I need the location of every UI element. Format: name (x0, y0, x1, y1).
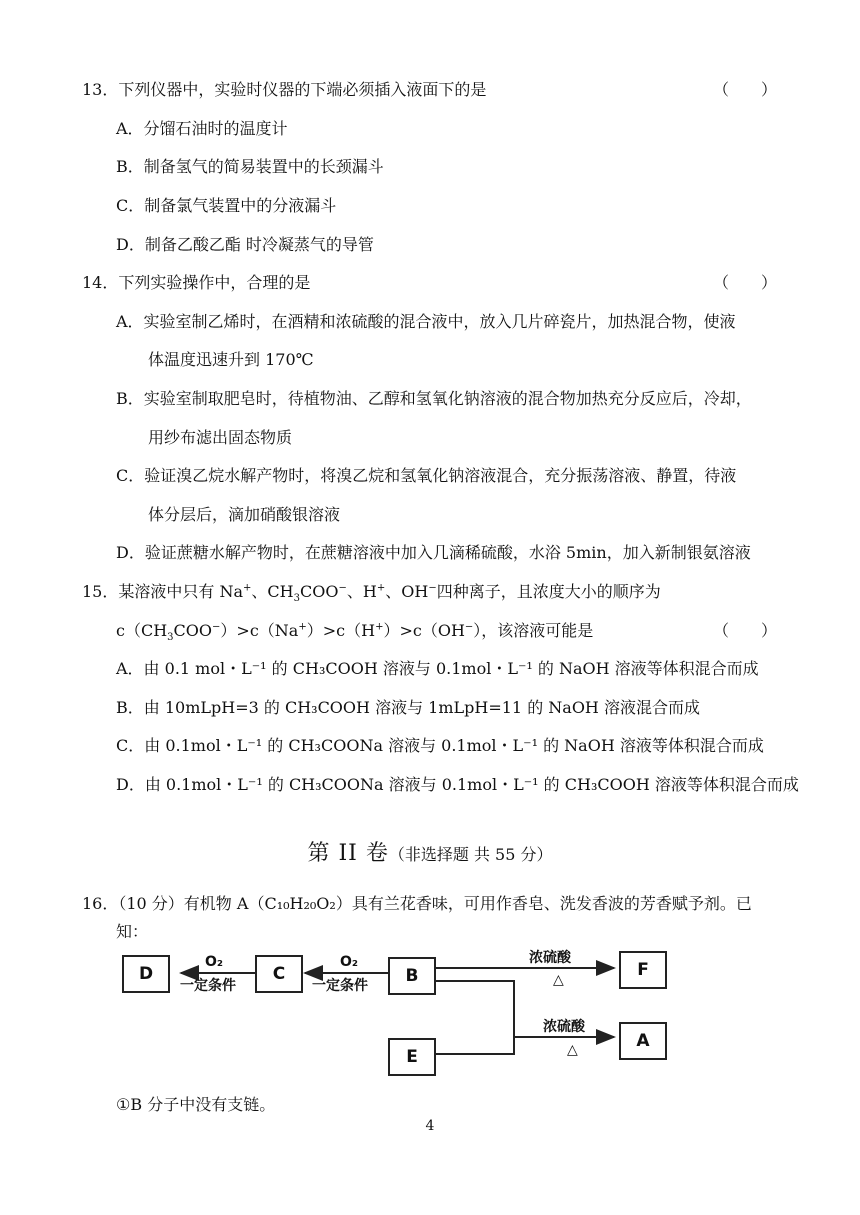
q14-option-b-line1: B．实验室制取肥皂时，待植物油、乙醇和氢氧化钠溶液的混合物加热充分反应后，冷却， (116, 389, 752, 408)
q14-option-d: D．验证蔗糖水解产物时，在蔗糖溶液中加入几滴稀硫酸，水浴 5min，加入新制银氨溶液 (116, 543, 751, 562)
box-c: C (255, 955, 303, 993)
q14-option-c-line2: 体分层后，滴加硝酸银溶液 (148, 505, 341, 524)
page-number: 4 (425, 1118, 435, 1134)
q16-stem-line1: 16．（10 分）有机物 A（C₁₀H₂₀O₂）具有兰花香味，可用作香皂、洗发香波的芳香赋予剂。已 (82, 894, 752, 913)
label-acid-1: 浓硫酸 (529, 950, 571, 966)
join-b-e (436, 981, 514, 1054)
q15-answer-paren: （ ） (713, 621, 778, 640)
q13-stem: 13．下列仪器中，实验时仪器的下端必须插入液面下的是 (82, 80, 487, 99)
heat-icon-2: △ (567, 1042, 578, 1058)
heat-icon-1: △ (553, 972, 564, 988)
q16-note-1: ①B 分子中没有支链。 (116, 1095, 276, 1114)
q14-option-c-line1: C．验证溴乙烷水解产物时，将溴乙烷和氢氧化钠溶液混合，充分振荡溶液、静置，待液 (116, 466, 737, 485)
q13-option-a: A．分馏石油时的温度计 (116, 119, 288, 138)
q15-concentration-order: $c(CH_3COO^-)>c(Na^+)>c(H^+)>c(OH^-)$，该溶液可能是 (116, 621, 594, 644)
q15-option-c: C．由 0.1mol・L⁻¹ 的 CH₃COONa 溶液与 0.1mol・L⁻¹ 的 NaOH 溶液等体积混合而成 (116, 736, 764, 755)
q14-stem: 14．下列实验操作中，合理的是 (82, 273, 311, 292)
q16-stem-line2: 知： (116, 922, 149, 941)
section-ii-main: 第 II 卷 (307, 841, 389, 866)
q15-option-b: B．由 10mLpH=3 的 CH₃COOH 溶液与 1mLpH=11 的 NaOH 溶液混合而成 (116, 698, 700, 717)
q14-option-b-line2: 用纱布滤出固态物质 (148, 428, 293, 447)
box-f: F (619, 951, 667, 989)
q15-option-d: D．由 0.1mol・L⁻¹ 的 CH₃COONa 溶液与 0.1mol・L⁻¹ 的 CH₃COOH 溶液等体积混合而成 (116, 775, 799, 794)
box-b: B (388, 957, 436, 995)
section-ii-subtitle: （非选择题 共 55 分） (388, 845, 553, 864)
q13-option-d: D．制备乙酸乙酯 时冷凝蒸气的导管 (116, 235, 374, 254)
label-o2-2: O₂ (340, 954, 359, 970)
box-a: A (619, 1022, 667, 1060)
q15-stem: 15．某溶液中只有 Na+、$CH_3COO^-$、H+、OH−四种离子，且浓度大小的顺序为 (82, 582, 661, 605)
q13-answer-paren: （ ） (713, 80, 778, 99)
label-condition-1: 一定条件 (180, 978, 236, 994)
label-acid-2: 浓硫酸 (543, 1019, 585, 1035)
q14-option-a-line2: 体温度迅速升到 170℃ (148, 350, 314, 369)
q13-option-c: C．制备氯气装置中的分液漏斗 (116, 196, 337, 215)
q15-option-a: A．由 0.1 mol・L⁻¹ 的 CH₃COOH 溶液与 0.1mol・L⁻¹ 的 NaOH 溶液等体积混合而成 (116, 659, 759, 678)
label-condition-2: 一定条件 (312, 978, 368, 994)
box-e: E (388, 1038, 436, 1076)
label-o2-1: O₂ (205, 954, 224, 970)
q14-option-a-line1: A．实验室制乙烯时，在酒精和浓硫酸的混合液中，放入几片碎瓷片，加热混合物，使液 (116, 312, 736, 331)
q13-option-b: B．制备氢气的简易装置中的长颈漏斗 (116, 157, 384, 176)
box-d: D (122, 955, 170, 993)
q14-answer-paren: （ ） (713, 273, 778, 292)
